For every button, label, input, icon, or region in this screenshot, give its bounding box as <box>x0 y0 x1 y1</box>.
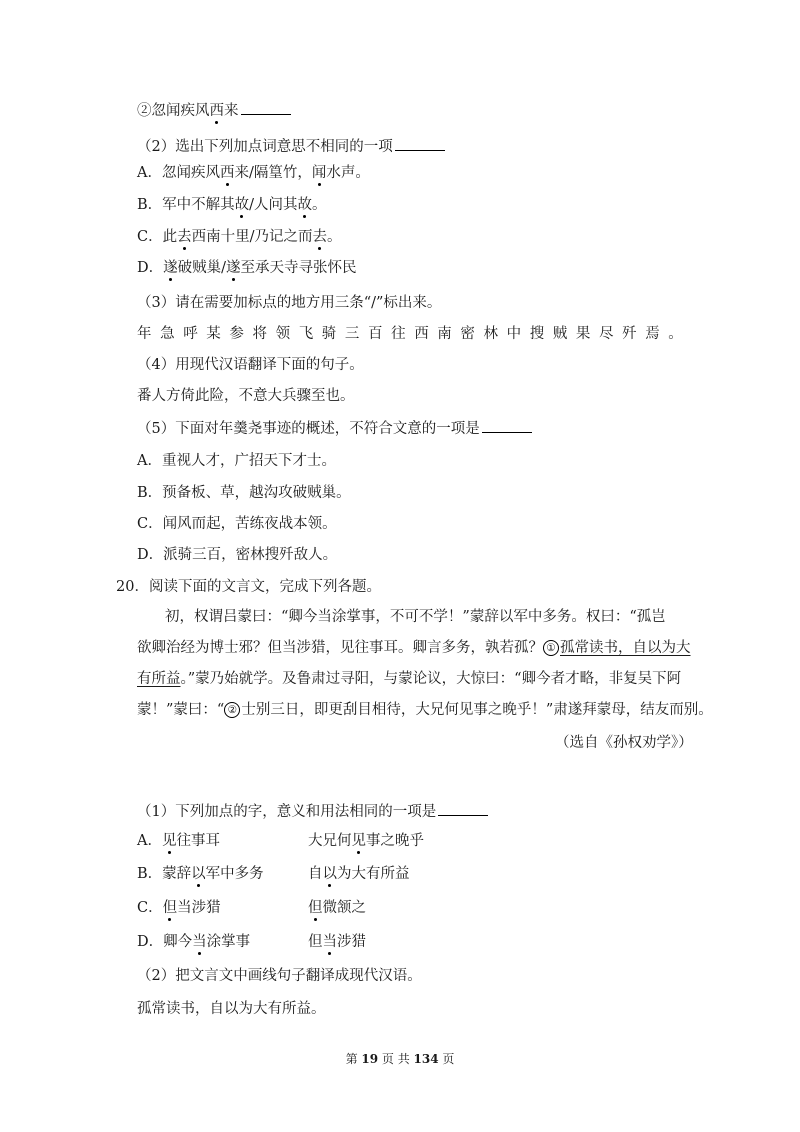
q20-sub1-option-d: D．卿今当涂掌事 但当涉猎 <box>137 934 366 950</box>
page-footer: 第 19 页 共 134 页 <box>345 1052 455 1066</box>
q19-sub2-option-d: D．遂破贼巢/遂至承天寺寻张怀民 <box>137 260 357 276</box>
q19-sub5-option-a: A．重视人才，广招天下才士。 <box>137 453 336 469</box>
q19-sub2-option-b: B．军中不解其故/人问其故。 <box>137 197 327 213</box>
q19-sub4-prompt: （4）用现代汉语翻译下面的句子。 <box>137 357 364 373</box>
q19-sub5-prompt: （5）下面对年羹尧事迹的概述，不符合文意的一项是 <box>137 418 532 439</box>
q20-heading: 20．阅读下面的文言文，完成下列各题。 <box>116 579 381 595</box>
q19-sub3-prompt: （3）请在需要加标点的地方用三条“/”标出来。 <box>137 295 442 311</box>
q20-sub1-option-c: C．但当涉猎 但微颔之 <box>137 900 366 916</box>
q20-para-line-4: 蒙！”蒙曰：“ ② 士别三日，即更刮目相待，大兄何见事之晚乎！”肃遂拜蒙母，结友而别。 <box>137 702 713 718</box>
q19-item2: ②忽闻疾风西来 <box>137 100 291 121</box>
q19-sub5-option-c: C．闻风而起，苦练夜战本领。 <box>137 516 337 532</box>
q19-sub4-text: 番人方倚此险，不意大兵骤至也。 <box>137 388 355 404</box>
q19-sub3-text: 年急呼某参将领飞骑三百往西南密林中搜贼果尽歼焉。 <box>137 326 692 342</box>
q19-sub2-prompt: （2）选出下列加点词意思不相同的一项 <box>137 136 445 157</box>
q20-source: （选自《孙权劝学》） <box>555 735 693 751</box>
page-number: 19 <box>361 1052 379 1066</box>
q19-sub5-option-d: D．派骑三百，密林搜歼敌人。 <box>137 547 338 563</box>
q20-para-line-3: 有所益。”蒙乃始就学。及鲁肃过寻阳，与蒙论议，大惊曰：“卿今者才略，非复吴下阿 <box>137 671 682 687</box>
q20-sub1-option-a: A．见往事耳 大兄何见事之晚乎 <box>137 833 424 849</box>
q19-sub5-option-b: B．预备板、草，越沟攻破贼巢。 <box>137 485 351 501</box>
q20-para-line-1: 初，权谓吕蒙曰：“卿今当涂掌事，不可不学！”蒙辞以军中多务。权曰：“孤岂 <box>165 609 666 625</box>
q20-sub2-text: 孤常读书，自以为大有所益。 <box>137 1001 326 1017</box>
q19-sub2-option-a: A．忽闻疾风西来/隔篁竹，闻水声。 <box>137 165 370 181</box>
page-total: 134 <box>413 1052 439 1066</box>
answer-blank <box>241 100 291 115</box>
q20-sub1-prompt: （1）下列加点的字，意义和用法相同的一项是 <box>137 801 488 822</box>
q20-sub2-prompt: （2）把文言文中画线句子翻译成现代汉语。 <box>137 968 422 984</box>
q20-para-line-2: 欲卿治经为博士邪？但当涉猎，见往事耳。卿言多务，孰若孤？ ① 孤常读书，自以为大 <box>137 640 691 656</box>
q19-sub2-option-c: C．此去西南十里/乃记之而去。 <box>137 229 342 245</box>
q20-sub1-option-b: B．蒙辞以军中多务 自以为大有所益 <box>137 866 410 882</box>
